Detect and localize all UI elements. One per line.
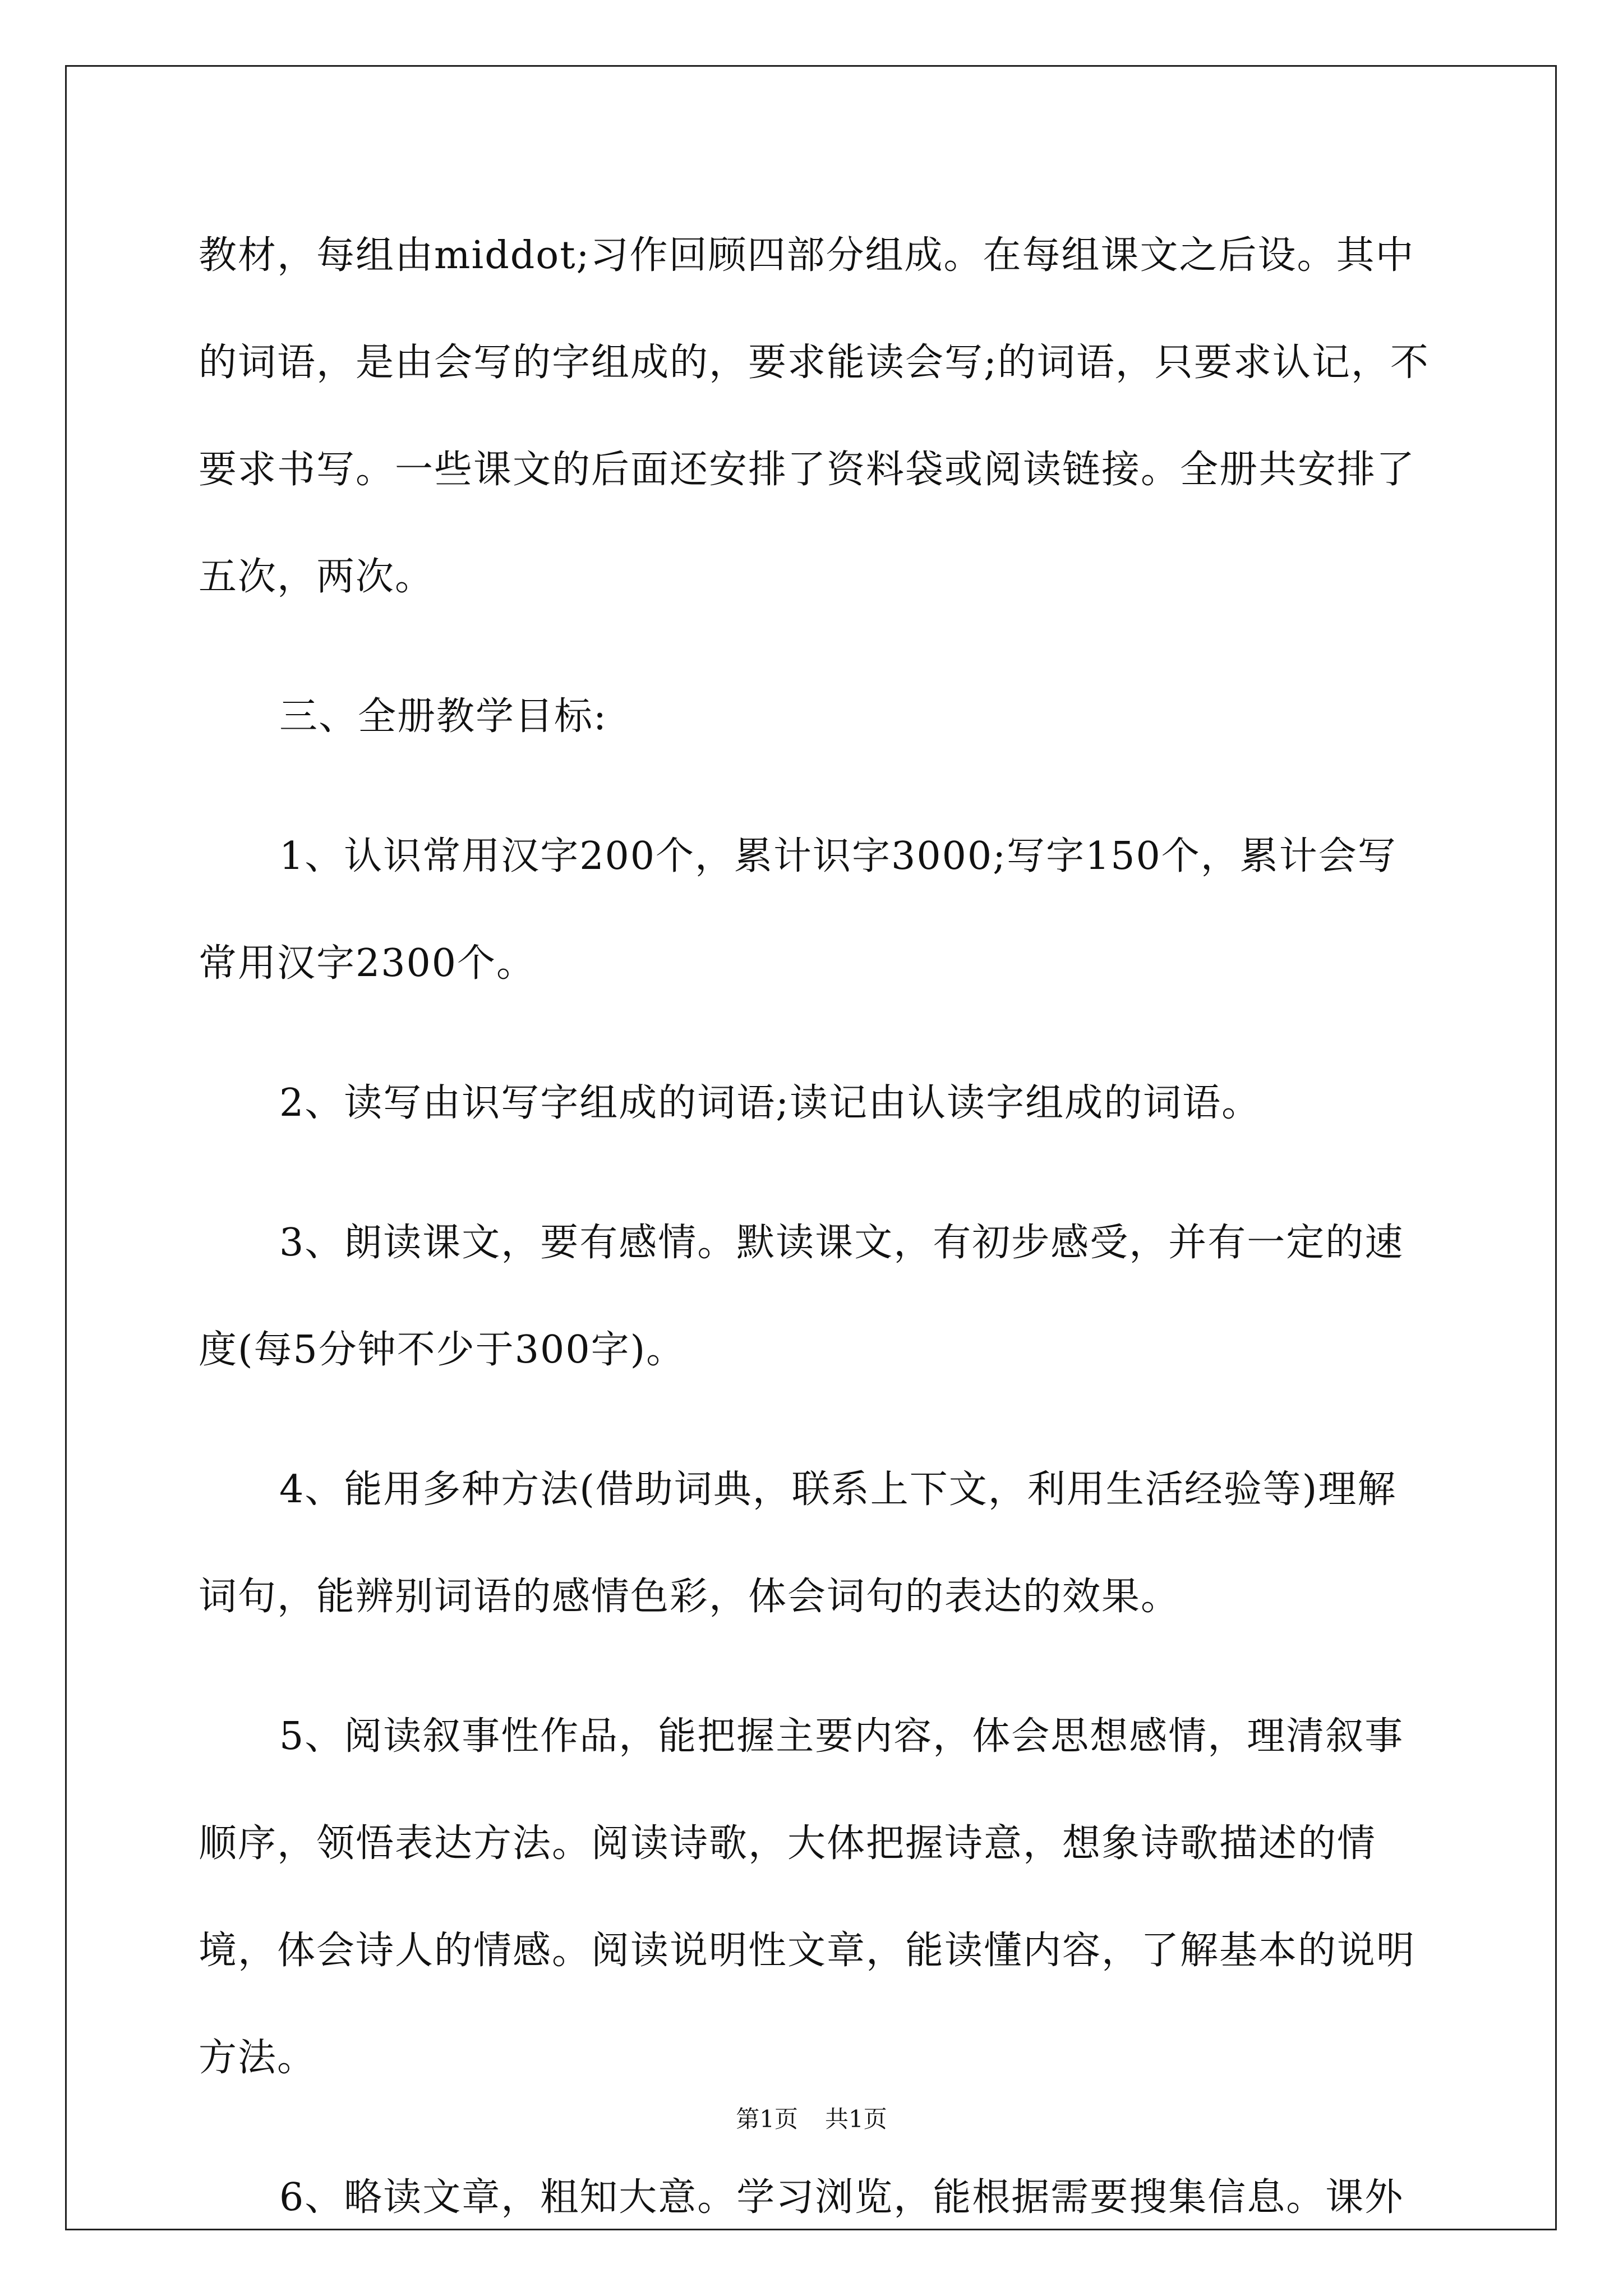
document-body [199,202,1432,2284]
goal-item-1: 1、认识常用汉字200个，累计识字3000;写字150个，累计会写常用汉字2300个。 [199,834,1397,986]
section-heading-goals: 三、全册教学目标: [279,694,607,739]
page-number-current: 第1页 [736,2105,798,2133]
page-number-total: 共1页 [825,2105,887,2133]
page-footer [0,2102,1623,2136]
goal-item-6: 6、略读文章，粗知大意。学习浏览，能根据需要搜集信息。课外 [279,2175,1404,2220]
goal-item-4: 4、能用多种方法(借助词典，联系上下文，利用生活经验等)理解词句，能辨别词语的感情色彩，体会词句的表达的效果。 [199,1467,1397,1619]
goal-item-5: 5、阅读叙事性作品，能把握主要内容，体会思想感情，理清叙事顺序，领悟表达方法。阅读诗歌，大体把握诗意，想象诗歌描述的情境，体会诗人的情感。阅读说明性文章，能读懂内容，了解基本的说明方法。 [199,1714,1416,2080]
paragraph-1: 教材，每组由middot;习作回顾四部分组成。在每组课文之后设。其中的词语，是由会写的字组成的，要求能读会写;的词语，只要求认记，不要求书写。一些课文的后面还安排了资料袋或阅读链接。全册共安排了五次，两次。 [199,233,1430,599]
goal-item-3: 3、朗读课文，要有感情。默读课文，有初步感受，并有一定的速度(每5分钟不少于300字)。 [199,1221,1404,1372]
goal-item-2: 2、读写由识写字组成的词语;读记由认读字组成的词语。 [279,1081,1261,1125]
